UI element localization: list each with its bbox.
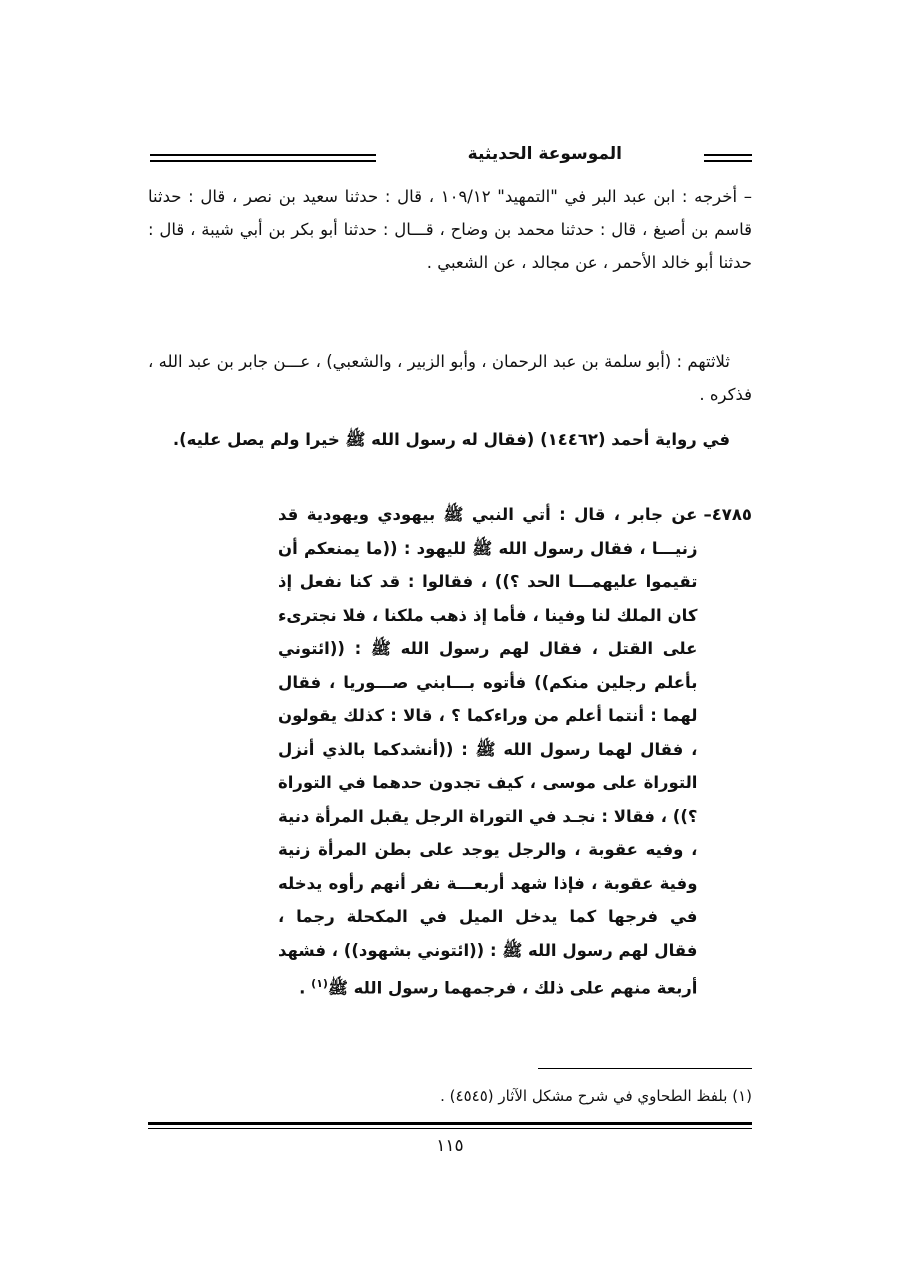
footnote-ref: (١) <box>311 977 328 990</box>
header-title: الموسوعة الحديثية <box>467 144 622 164</box>
header-rule-left <box>150 154 376 162</box>
hadith-end: . <box>299 978 312 998</box>
hadith-block <box>148 498 752 1005</box>
header-rule-right <box>704 154 752 162</box>
page-header <box>150 142 752 176</box>
hadith-number: ٤٧٨٥– <box>703 505 752 524</box>
takhrij-paragraph: – أخرجه : ابن عبد البر في "التمهيد" ١٠٩/١٢ ، قال : حدثنا سعيد بن نصر ، قال : حدثنا قاسم بن أصبغ ، قال : حدثنا محمد بن وضاح ، قـــال : حدثنا أبو بكر بن أبي شيبة ، قال : حدثنا أبو خالد الأحمر ، عن مجالد ، عن الشعبي . <box>148 187 752 272</box>
narrators-paragraph <box>148 345 752 411</box>
footer-rule <box>148 1122 752 1129</box>
page-number: ١١٥ <box>436 1136 464 1156</box>
footnote: (١) بلفظ الطحاوي في شرح مشكل الآثار (٤٥٤٥) . <box>440 1087 752 1105</box>
ahmad-note-text: في رواية أحمد (١٤٤٦٢) (فقال له رسول الله ﷺ خيرا ولم يصل عليه). <box>172 430 730 449</box>
narrators-text: ثلاثتهم : (أبو سلمة بن عبد الرحمان ، وأبو الزبير ، والشعبي) ، عـــن جابر بن عبد الله ، فذكره . <box>148 352 752 404</box>
footnote-separator <box>538 1068 752 1069</box>
hadith-main: عن جابر ، قال : أتي النبي ﷺ بيهودي ويهودية قد زنيـــا ، فقال رسول الله ﷺ لليهود : ((ما يمنعكم أن تقيموا عليهمـــا الحد ؟)) ، فقالوا : قد كنا نفعل إذ كان الملك لنا وفينا ، فأما إذ ذهب ملكنا ، فلا نجترىء على القتل ، فقال لهم رسول الله ﷺ : ((ائتوني بأعلم رجلين منكم)) فأتوه بـــابني صـــوريا ، فقال لهما : أنتما أعلم من وراءكما ؟ ، قالا : كذلك يقولون ، فقال لهما رسول الله ﷺ : ((أنشدكما بالذي أنزل التوراة على موسى ، كيف تجدون حدهما في التوراة ؟)) ، فقالا : نجـد في التوراة الرجل يقبل المرأة دنية ، وفيه عقوبة ، والرجل يوجد على بطن المرأة زنية وفية عقوبة ، فإذا شهد أربعـــة نفر أنهم رأوه يدخله في فرجها كما يدخل الميل في المكحلة رجما ، فقال لهم رسول الله ﷺ : ((ائتوني بشهود)) ، فشهد أربعة منهم على ذلك ، فرجمهما رسول الله ﷺ <box>278 505 698 998</box>
hadith-text <box>148 498 697 1005</box>
ahmad-note <box>148 423 752 456</box>
